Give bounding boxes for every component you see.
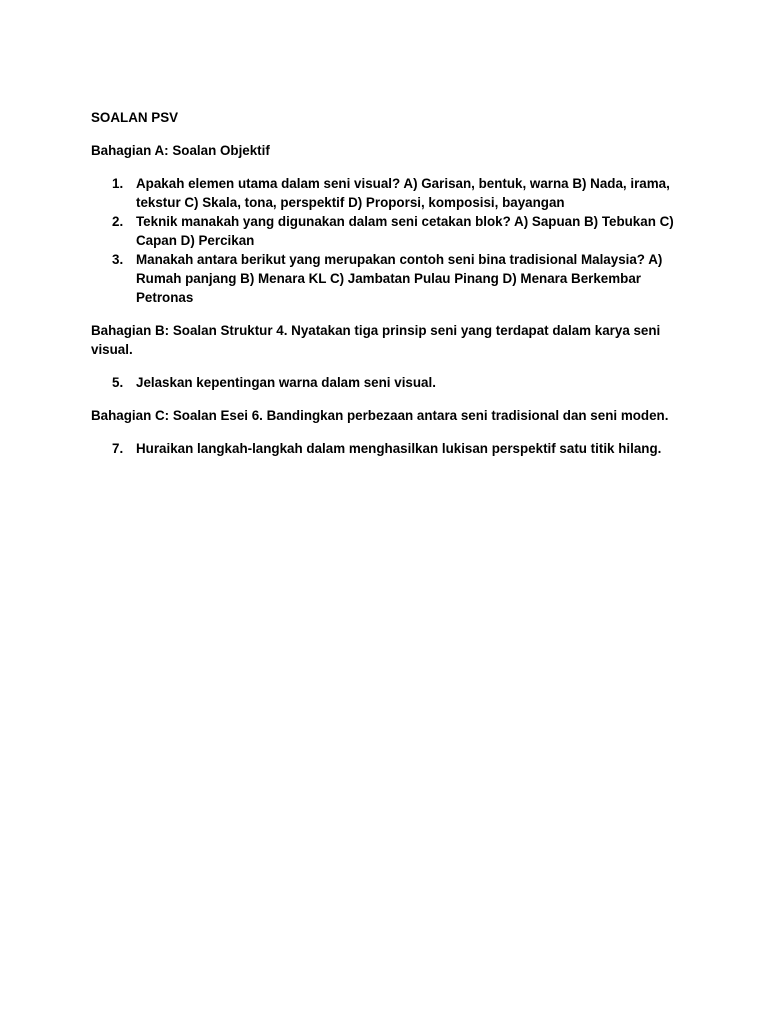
question-5 [91, 373, 691, 392]
question-text: Huraikan langkah-langkah dalam menghasilkan lukisan perspektif satu titik hilang. [136, 441, 662, 456]
question-number: 1. [112, 176, 124, 191]
question-7 [91, 439, 691, 458]
question-text: Teknik manakah yang digunakan dalam seni cetakan blok? A) Sapuan B) Tebukan C) Capan D) Percikan [136, 214, 674, 248]
question-3 [91, 250, 691, 307]
question-number: 5. [112, 375, 124, 390]
section-a-question-list [91, 174, 691, 307]
question-1 [91, 174, 691, 212]
question-text: Apakah elemen utama dalam seni visual? A) Garisan, bentuk, warna B) Nada, irama, tekstur C) Skala, tona, perspektif D) Proporsi, komposisi, bayangan [136, 176, 670, 210]
question-2 [91, 212, 691, 250]
document-title: SOALAN PSV [91, 110, 179, 125]
question-number: 3. [112, 252, 124, 267]
section-c-paragraph: Bahagian C: Soalan Esei 6. Bandingkan perbezaan antara seni tradisional dan seni moden. [91, 408, 669, 423]
section-c-question-list [91, 439, 691, 458]
section-b-paragraph: Bahagian B: Soalan Struktur 4. Nyatakan tiga prinsip seni yang terdapat dalam karya seni visual. [91, 323, 661, 357]
question-number: 7. [112, 441, 124, 456]
question-text: Jelaskan kepentingan warna dalam seni visual. [136, 375, 436, 390]
question-text: Manakah antara berikut yang merupakan contoh seni bina tradisional Malaysia? A) Rumah panjang B) Menara KL C) Jambatan Pulau Pinang D) Menara Berkembar Petronas [136, 252, 663, 305]
section-b-question-list [91, 373, 691, 392]
section-a-heading: Bahagian A: Soalan Objektif [91, 143, 270, 158]
document-page [91, 108, 691, 472]
question-number: 2. [112, 214, 124, 229]
